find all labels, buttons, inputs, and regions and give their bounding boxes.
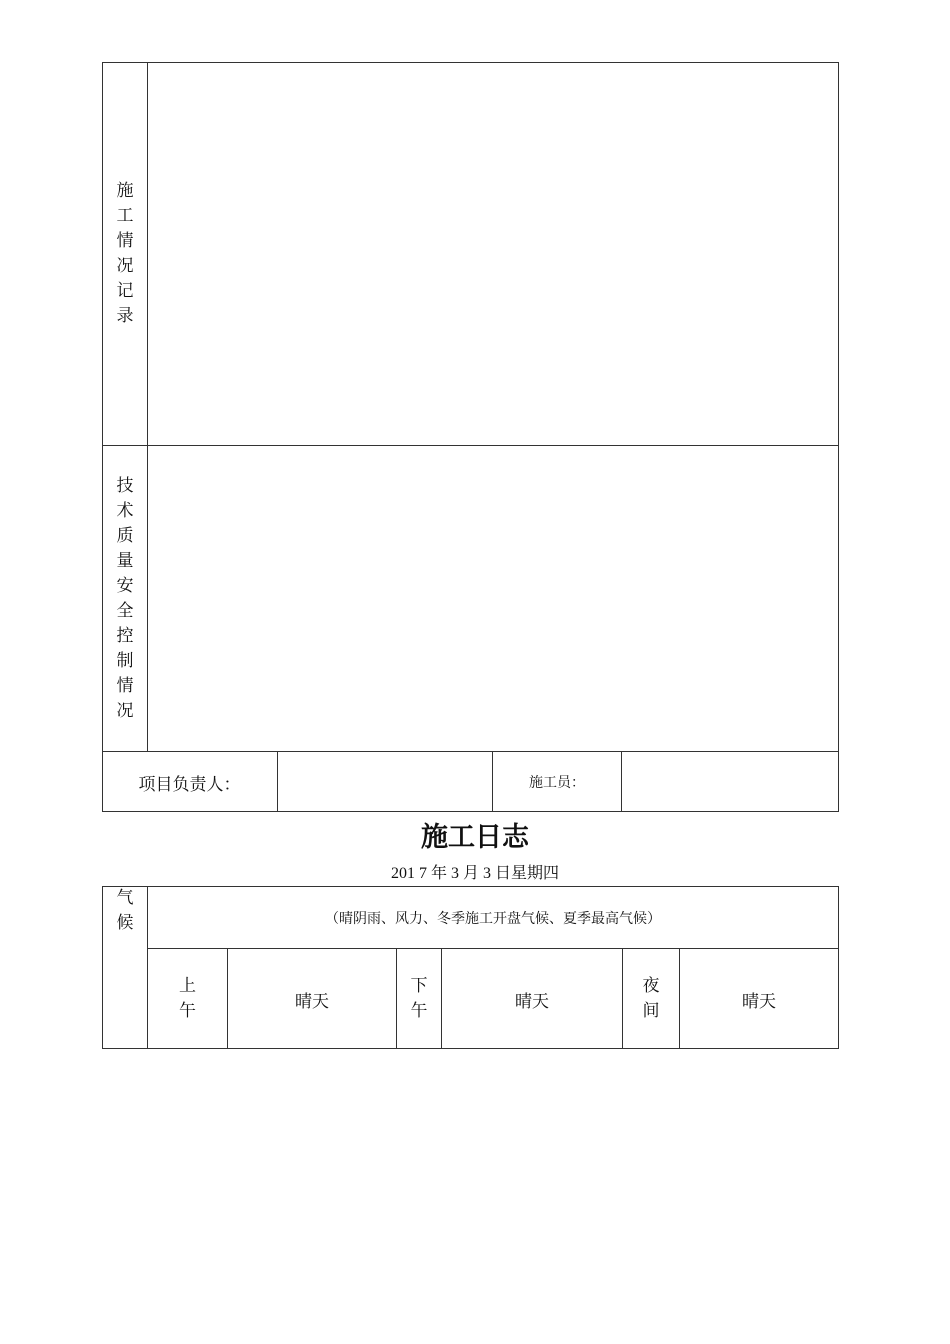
label-char: 全	[116, 601, 134, 621]
construction-record-content[interactable]	[148, 63, 838, 445]
quality-safety-control-label	[102, 446, 148, 752]
label-char: 上	[179, 976, 196, 996]
morning-weather-value[interactable]: 晴天	[295, 991, 329, 1012]
label-char: 量	[116, 551, 134, 571]
afternoon-weather-value[interactable]: 晴天	[515, 991, 549, 1012]
label-char: 工	[116, 206, 134, 226]
label-char: 下	[410, 976, 428, 996]
construction-record-label	[102, 62, 148, 446]
label-char: 午	[179, 1001, 196, 1021]
label-char: 录	[116, 306, 134, 326]
label-char: 间	[642, 1001, 660, 1021]
log-date: 201 7 年 3 月 3 日星期四	[390, 865, 559, 882]
label-char: 制	[116, 651, 134, 671]
project-leader-field[interactable]	[278, 752, 492, 812]
label-char: 情	[116, 231, 134, 251]
label-char: 情	[116, 676, 134, 696]
label-char: 记	[116, 281, 134, 301]
label-char: 午	[410, 1001, 428, 1021]
night-weather-value[interactable]: 晴天	[742, 991, 776, 1012]
label-char: 施	[116, 181, 134, 201]
label-char: 候	[116, 913, 134, 933]
label-char: 技	[116, 476, 134, 496]
label-char: 质	[116, 526, 134, 546]
weather-note: （晴阴雨、风力、冬季施工开盘气候、夏季最高气候）	[325, 910, 661, 927]
weather-label	[102, 886, 148, 936]
morning-label	[148, 949, 227, 1049]
night-label	[623, 949, 679, 1049]
label-char: 术	[116, 501, 134, 521]
afternoon-label	[397, 949, 441, 1049]
page-title: 施工日志	[421, 822, 529, 853]
label-char: 况	[116, 701, 134, 721]
project-leader-label: 项目负责人：	[138, 774, 241, 795]
label-char: 况	[116, 256, 134, 276]
constructor-label: 施工员：	[529, 775, 585, 791]
label-char: 控	[116, 626, 134, 646]
label-char: 安	[116, 576, 134, 596]
quality-safety-control-content[interactable]	[148, 446, 838, 751]
constructor-field[interactable]	[622, 752, 838, 812]
label-char: 气	[116, 888, 134, 908]
label-char: 夜	[642, 976, 660, 996]
